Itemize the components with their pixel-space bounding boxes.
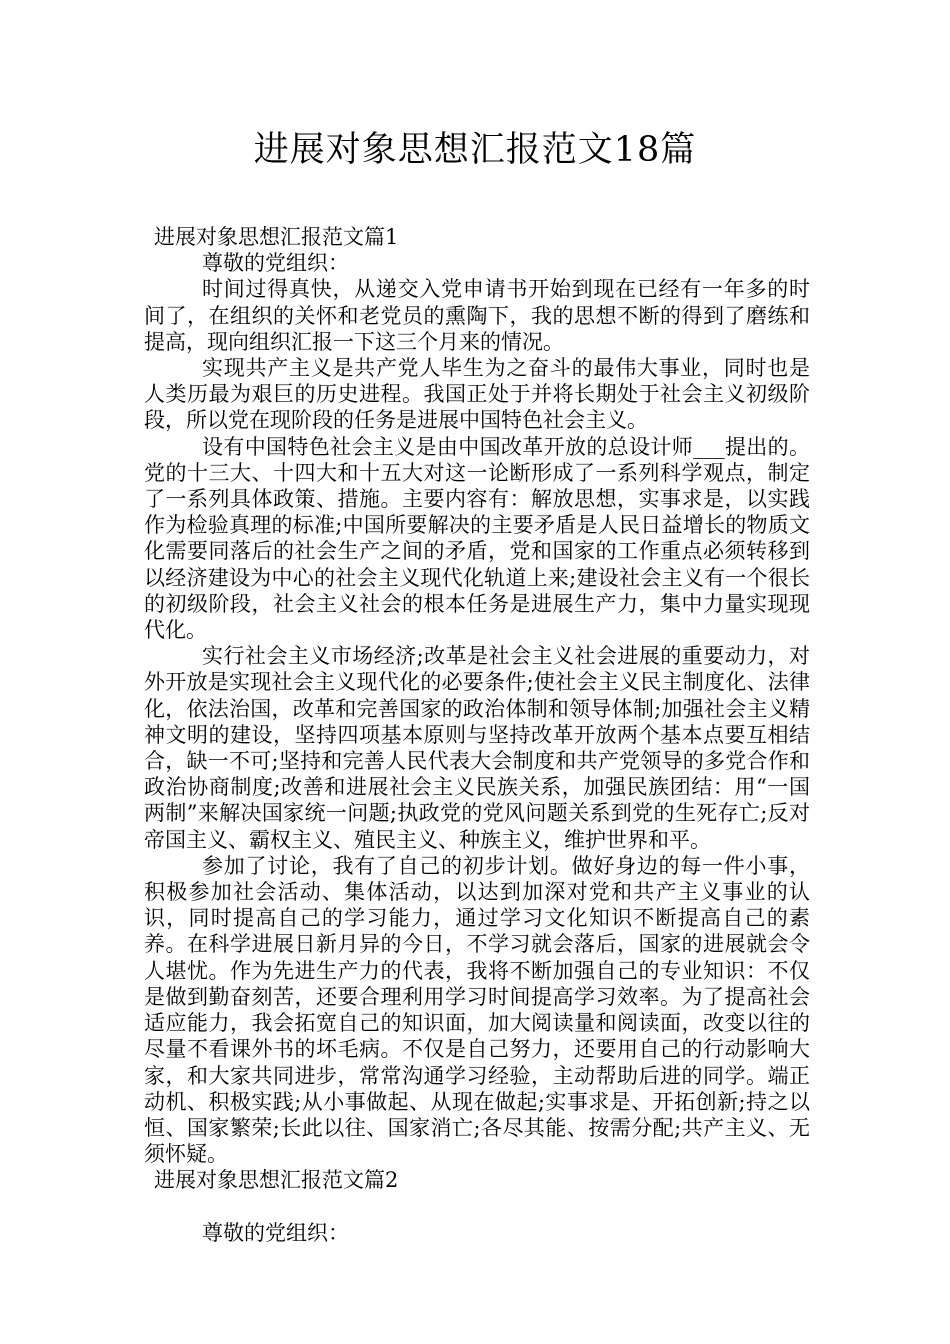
salutation-2: 尊敬的党组织：: [202, 1220, 349, 1245]
paragraph-3: 设有中国特色社会主义是由中国改革开放的总设计师___提出的。党的十三大、十四大和十五大对这一论断形成了一系列科学观点，制定了一系列具体政策、措施。主要内容有：解放思想，实事求是，以实践作为检验真理的标准;中国所要解决的主要矛盾是人民日益增长的物质文化需要同落后的社会生产之间的矛盾，党和国家的工作重点必须转移到以经济建设为中心的社会主义现代化轨道上来;建设社会主义有一个很长的初级阶段，社会主义社会的根本任务是进展生产力，集中力量实现现代化。: [144, 434, 810, 643]
section-heading-1: 进展对象思想汇报范文篇1: [154, 225, 399, 249]
section-heading-2: 进展对象思想汇报范文篇2: [154, 1168, 399, 1193]
salutation-1: 尊敬的党组织：: [202, 251, 349, 276]
paragraph-4: 实行社会主义市场经济;改革是社会主义社会进展的重要动力，对外开放是实现社会主义现代化的必要条件;使社会主义民主制度化、法律化，依法治国，改革和完善国家的政治体制和领导体制;加强社会主义精神文明的建设，坚持四项基本原则与坚持改革开放两个基本点要互相结合，缺一不可;坚持和完善人民代表大会制度和共产党领导的多党合作和政治协商制度;改善和进展社会主义民族关系，加强民族团结：用“一国两制”来解决国家统一问题;执政党的党风问题关系到党的生死存亡;反对帝国主义、霸权主义、殖民主义、种族主义，维护世界和平。: [144, 644, 810, 852]
paragraph-5: 参加了讨论，我有了自己的初步计划。做好身边的每一件小事，积极参加社会活动、集体活动，以达到加深对党和共产主义事业的认识，同时提高自己的学习能力，通过学习文化知识不断提高自己的素养。在科学进展日新月异的今日，不学习就会落后，国家的进展就会令人堪忧。作为先进生产力的代表，我将不断加强自己的专业知识：不仅是做到勤奋刻苦，还要合理利用学习时间提高学习效率。为了提高社会适应能力，我会拓宽自己的知识面，加大阅读量和阅读面，改变以往的尽量不看课外书的坏毛病。不仅是自己努力，还要用自己的行动影响大家，和大家共同进步，常常沟通学习经验，主动帮助后进的同学。端正动机、积极实践;从小事做起、从现在做起;实事求是、开拓创新;持之以恒、国家繁荣;长此以往、国家消亡;各尽其能、按需分配;共产主义、无须怀疑。: [144, 853, 810, 1167]
paragraph-1: 时间过得真快，从递交入党申请书开始到现在已经有一年多的时间了，在组织的关怀和老党员的熏陶下，我的思想不断的得到了磨练和提高，现向组织汇报一下这三个月来的情况。: [144, 277, 810, 354]
document-body: [144, 224, 810, 1246]
document-title: 进展对象思想汇报范文18篇: [253, 130, 697, 170]
blank-line: [144, 1194, 810, 1220]
paragraph-2: 实现共产主义是共产党人毕生为之奋斗的最伟大事业，同时也是人类历最为艰巨的历史进程。我国正处于并将长期处于社会主义初级阶段，所以党在现阶段的任务是进展中国特色社会主义。: [144, 356, 810, 433]
